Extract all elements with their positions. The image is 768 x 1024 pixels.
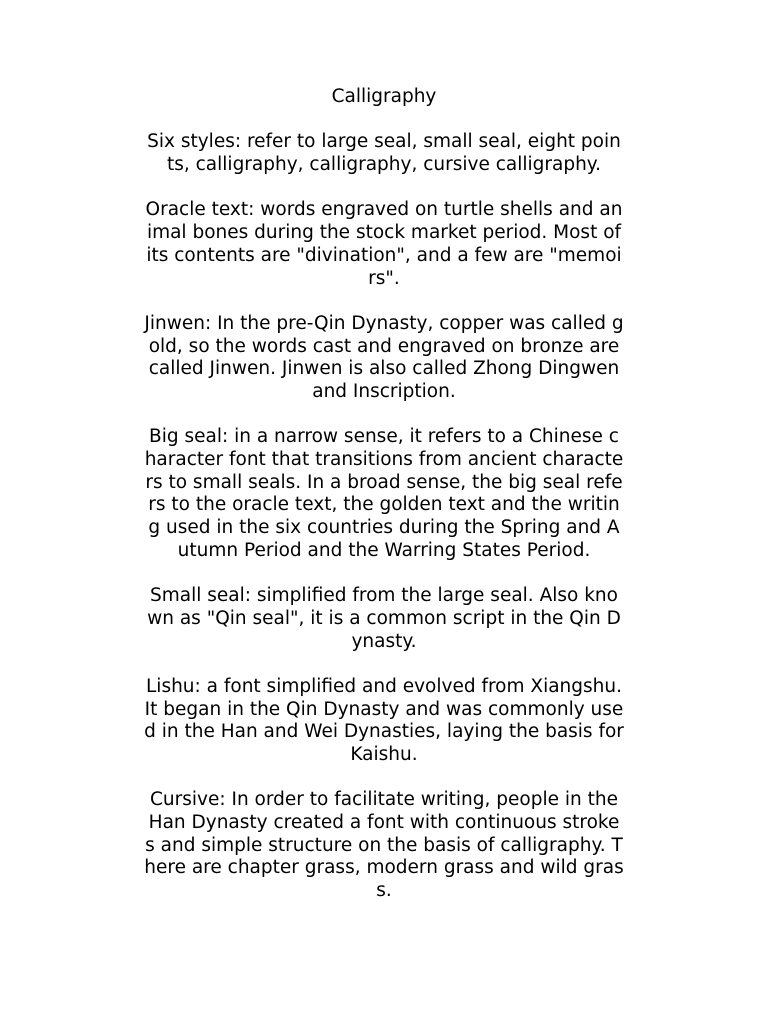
- paragraph-line: Jinwen: In the pre-Qin Dynasty, copper was called g: [144, 312, 624, 334]
- paragraph-jinwen: [114, 313, 654, 404]
- paragraph-spacer: [114, 653, 654, 676]
- paragraph-line: here are chapter grass, modern grass and wild gras: [144, 857, 624, 879]
- paragraph-line: old, so the words cast and engraved on bronze are: [148, 335, 620, 357]
- paragraph-oracle-text: [114, 199, 654, 290]
- paragraph-line: wn as "Qin seal", it is a common script in the Qin D: [147, 607, 621, 629]
- paragraph-line: imal bones during the stock market period. Most of: [146, 222, 622, 244]
- paragraph-line: g used in the six countries during the Spring and A: [148, 517, 620, 539]
- paragraph-line: and Inscription.: [312, 380, 456, 402]
- paragraph-line: Small seal: simplified from the large seal. Also kno: [150, 585, 618, 607]
- paragraph-line: rs".: [368, 267, 400, 289]
- paragraph-line: Kaishu.: [350, 743, 418, 765]
- paragraph-spacer: [114, 562, 654, 585]
- paragraph-spacer: [114, 109, 654, 132]
- paragraph-six-styles: [114, 131, 654, 176]
- paragraph-line: its contents are "divination", and a few are "memoi: [146, 244, 622, 266]
- paragraph-line: It began in the Qin Dynasty and was commonly use: [144, 698, 624, 720]
- paragraph-lishu: [114, 676, 654, 767]
- paragraph-line: rs to the oracle text, the golden text and the writin: [148, 494, 620, 516]
- paragraph-spacer: [114, 177, 654, 200]
- paragraph-line: Oracle text: words engraved on turtle shells and an: [145, 199, 623, 221]
- document-title: Calligraphy: [331, 86, 437, 107]
- paragraph-line: haracter font that transitions from ancient characte: [144, 449, 624, 470]
- paragraph-line: Cursive: In order to facilitate writing, people in the: [150, 789, 618, 811]
- paragraph-line: s.: [376, 880, 392, 902]
- paragraph-big-seal: [114, 426, 654, 562]
- paragraph-line: called Jinwen. Jinwen is also called Zhong Dingwen: [148, 358, 620, 380]
- paragraph-spacer: [114, 290, 654, 313]
- paragraph-spacer: [114, 767, 654, 790]
- paragraph-small-seal: [114, 585, 654, 653]
- paragraph-line: ynasty.: [351, 630, 417, 652]
- paragraph-line: Six styles: refer to large seal, small seal, eight poin: [147, 131, 621, 153]
- paragraph-line: s and simple structure on the basis of calligraphy. T: [145, 834, 623, 856]
- paragraph-spacer: [114, 404, 654, 427]
- paragraph-line: Big seal: in a narrow sense, it refers to a Chinese c: [149, 426, 619, 448]
- document-body: [114, 86, 654, 903]
- paragraph-cursive: [114, 789, 654, 902]
- paragraph-line: Han Dynasty created a font with continuous stroke: [148, 812, 620, 833]
- paragraph-line: ts, calligraphy, calligraphy, cursive calligraphy.: [166, 154, 601, 176]
- paragraph-line: Lishu: a font simplified and evolved from Xiangshu.: [146, 675, 622, 697]
- paragraph-line: d in the Han and Wei Dynasties, laying the basis for: [144, 721, 624, 743]
- paragraph-line: utumn Period and the Warring States Period.: [177, 539, 591, 561]
- paragraph-line: rs to small seals. In a broad sense, the big seal refe: [145, 471, 623, 493]
